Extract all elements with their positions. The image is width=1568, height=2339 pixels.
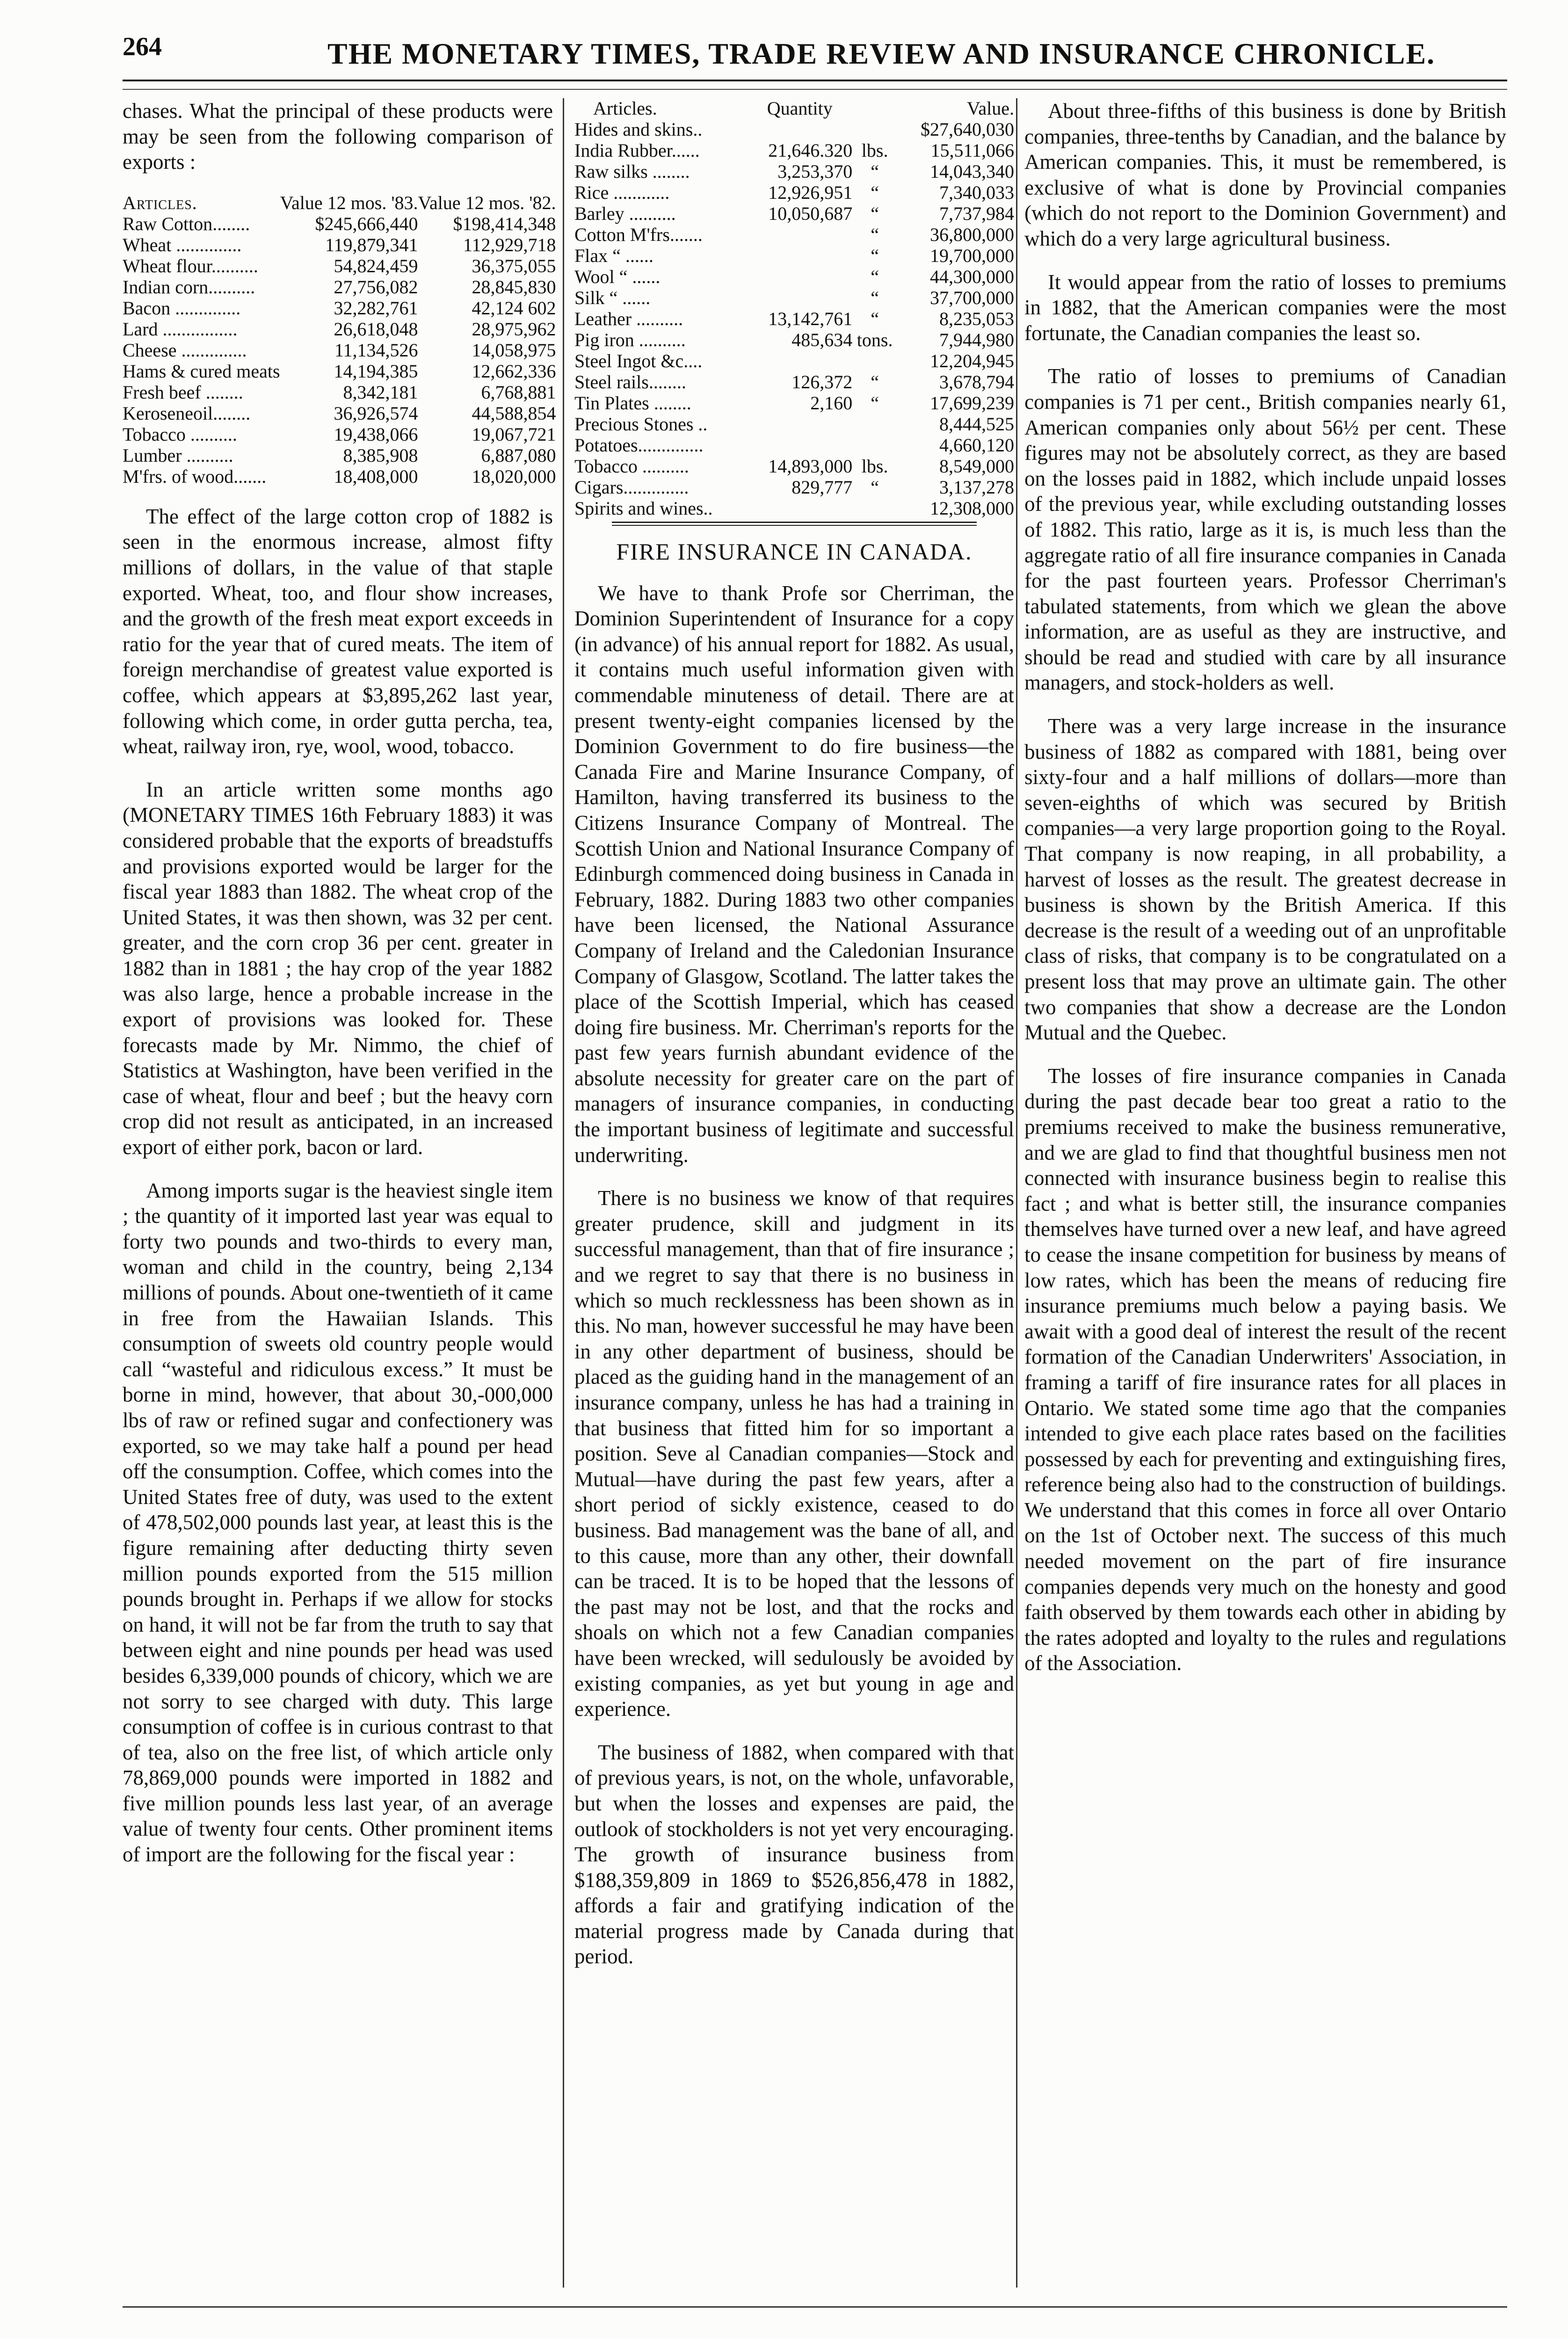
table-cell: 11,134,526	[334, 339, 418, 361]
table-cell: Keroseneoil........	[123, 402, 251, 424]
table-cell: Lard ................	[123, 318, 238, 340]
table-cell: Wheat flour..........	[123, 255, 258, 276]
exports-head-articles: Articles.	[123, 192, 197, 213]
exports-head-value82: Value 12 mos. '82.	[418, 192, 556, 213]
table-row	[123, 255, 556, 276]
table-cell: 14,043,340	[930, 161, 1014, 182]
table-cell: $27,640,030	[921, 119, 1014, 140]
table-cell: “	[871, 308, 879, 329]
table-cell: 8,549,000	[939, 456, 1014, 477]
table-cell: 19,700,000	[930, 245, 1014, 266]
footer-rule	[123, 2306, 1507, 2308]
table-cell	[852, 498, 897, 519]
table-cell	[747, 119, 852, 140]
table-cell: Leather ..........	[574, 308, 683, 329]
table-cell: Cheese ..............	[123, 339, 247, 361]
table-cell: 112,929,718	[463, 234, 556, 255]
table-row	[123, 319, 556, 340]
article-paragraph-4: About three-fifths of this business is done by British companies, three-tenths by Canadian, and the balance by American companies. This, it must be remembered, is exclusive of what is done by Provincial companies (which do not report to the Dominion Government) and which do a very large agricultural business.	[1024, 99, 1506, 250]
column-divider-2	[1016, 98, 1017, 2288]
table-cell	[852, 414, 897, 435]
table-cell: Bacon ..............	[123, 297, 241, 319]
table-row	[123, 466, 556, 487]
table-cell	[747, 245, 852, 266]
exports-paragraph-2: In an article written some months ago (MONETARY TIMES 16th February 1883) it was considered probable that the exports of breadstuffs and provisions exported would be larger for the fiscal year 1883 than 1882. The wheat crop of the United States, it was then shown, was 32 per cent. greater, and the corn crop 36 per cent. greater in 1882 than in 1881 ; the hay crop of the year 1882 was also large, hence a probable increase in the export of provisions was looked for. These forecasts made by Mr. Nimmo, the chief of Statistics at Washington, have been verified in the case of wheat, flour and beef ; but the heavy corn crop did not result as anticipated, in an increased export of either pork, bacon or lard.	[123, 777, 553, 1159]
page-number: 264	[123, 32, 162, 61]
table-row	[574, 161, 1014, 182]
table-cell: 6,768,881	[481, 381, 556, 403]
article-paragraph-8: The losses of fire insurance companies in Canada during the past decade bear too great a ratio to the premiums received to make the business remunerative, and we are glad to find that thoughtful business men not connected with insurance business begin to realise this fact ; and what is better still, the insurance companies themselves have turned over a new leaf, and have agreed to cease the insane competition for business by means of low rates, which has been the means of reducing fire insurance premiums much below a paying basis. We await with a good deal of interest the result of the recent formation of the Canadian Underwriters' Association, in framing a tariff of fire insurance rates for all places in Ontario. We stated some time ago that the companies intended to give each place rates based on the facilities possessed by each for preventing and extinguishing fires, reference being also had to the construction of buildings. We understand that this comes in force all over Ontario on the 1st of October next. The success of this much needed movement on the part of fire insurance companies depends very much on the honesty and good faith observed by them towards each other in abiding by the rates adopted and loyalty to the rules and regulations of the Association.	[1024, 1064, 1506, 1675]
table-cell: Rice ............	[574, 182, 670, 203]
table-cell: 44,588,854	[472, 402, 556, 424]
table-cell: Tobacco ..........	[574, 456, 689, 477]
table-cell: 8,444,525	[939, 414, 1014, 435]
table-cell: “	[871, 161, 879, 182]
table-cell	[747, 498, 852, 519]
table-cell	[852, 435, 897, 456]
imports-head-value: Value.	[966, 98, 1014, 119]
table-cell: “	[871, 182, 879, 203]
table-row	[123, 361, 556, 382]
table-cell: 18,408,000	[334, 465, 418, 487]
table-cell: Cigars..............	[574, 477, 689, 498]
table-cell: 14,893,000	[768, 456, 853, 477]
table-cell: 19,067,721	[472, 423, 556, 445]
table-cell: lbs.	[861, 140, 888, 161]
table-row	[123, 403, 556, 424]
table-cell: 15,511,066	[930, 140, 1014, 161]
table-row	[123, 298, 556, 319]
table-cell: 27,756,082	[334, 276, 418, 298]
table-cell: Tobacco ..........	[123, 423, 237, 445]
table-cell: Lumber ..........	[123, 444, 233, 466]
table-cell: 36,800,000	[930, 224, 1014, 245]
table-cell: 8,385,908	[343, 444, 418, 466]
table-cell: 6,887,080	[481, 444, 556, 466]
table-cell: 829,777	[791, 477, 853, 498]
article-paragraph-6: The ratio of losses to premiums of Canadian companies is 71 per cent., British companies nearly 61, American companies only about 56½ per cent. These figures may not be absolutely correct, as they are based on the losses paid in 1882, which include unpaid losses of the previous year, while excluding outstanding losses of 1882. This ratio, large as it is, is much less than the aggregate ratio of all fire insurance companies in Canada for the past fourteen years. Professor Cherriman's tabulated statements, from which we glean the above information, are as useful as they are instructive, and should be read and studied with care by all insurance managers, and stock-holders as well.	[1024, 364, 1506, 695]
table-cell: 8,342,181	[343, 381, 418, 403]
table-row	[574, 329, 1014, 350]
table-cell: 2,160	[810, 392, 853, 414]
table-cell: 26,618,048	[334, 318, 418, 340]
table-cell: 12,308,000	[930, 498, 1014, 519]
table-cell: 3,678,794	[939, 371, 1014, 392]
section-rule	[612, 522, 977, 526]
header-rule-thin	[123, 89, 1507, 90]
table-cell	[747, 350, 852, 371]
table-cell: 3,137,278	[939, 477, 1014, 498]
table-row	[574, 456, 1014, 477]
exports-head-value83: Value 12 mos. '83.	[280, 192, 418, 213]
table-cell: M'frs. of wood.......	[123, 465, 267, 487]
table-cell: Hides and skins..	[574, 119, 703, 140]
table-cell: 42,124 602	[472, 297, 556, 319]
table-row	[574, 287, 1014, 308]
table-cell: India Rubber......	[574, 140, 700, 161]
table-row	[123, 445, 556, 466]
table-row	[574, 498, 1014, 519]
table-cell	[852, 350, 897, 371]
table-cell	[747, 414, 852, 435]
table-cell: 7,340,033	[939, 182, 1014, 203]
table-cell	[747, 435, 852, 456]
article-paragraph-1: We have to thank Profe sor Cherriman, the Dominion Superintendent of Insurance for a copy (in advance) of his annual report for 1882. As usual, it contains much useful information given with commendable minuteness of detail. There are at present twenty-eight companies licensed by the Dominion Government to do fire business—the Canada Fire and Marine Insurance Company, of Hamilton, having transferred its business to the Citizens Insurance Company of Montreal. The Scottish Union and National Insurance Company of Edinburgh commenced doing business in Canada in February, 1882. During 1883 two other companies have been licensed, the National Assurance Company of Ireland and the Caledonian Insurance Company of Glasgow, Scotland. The latter takes the place of the Scottish Imperial, which has ceased doing fire business. Mr. Cherriman's reports for the past few years furnish abundant evidence of the absolute necessity for greater care on the part of managers of insurance companies, in conducting the important business of legitimate and successful underwriting.	[574, 581, 1014, 1167]
table-cell: Indian corn..........	[123, 276, 255, 298]
table-cell: Tin Plates ........	[574, 392, 691, 414]
table-cell: Cotton M'frs.......	[574, 224, 703, 245]
table-row	[574, 182, 1014, 203]
table-cell: 14,194,385	[334, 360, 418, 382]
table-row	[574, 435, 1014, 456]
table-row	[574, 414, 1014, 435]
table-row	[574, 308, 1014, 329]
table-cell: Silk “ ......	[574, 287, 651, 308]
table-cell: Potatoes..............	[574, 435, 704, 456]
table-cell: 28,845,830	[472, 276, 556, 298]
exports-table-head	[123, 193, 556, 213]
table-cell: 28,975,962	[472, 318, 556, 340]
article-paragraph-5: It would appear from the ratio of losses to premiums in 1882, that the American companies were the most fortunate, the Canadian companies the least so.	[1024, 270, 1506, 345]
table-row	[574, 224, 1014, 245]
table-cell: Wool “ ......	[574, 266, 661, 287]
table-cell: 3,253,370	[777, 161, 853, 182]
table-cell: $198,414,348	[453, 213, 556, 234]
table-cell: 7,737,984	[939, 203, 1014, 224]
table-cell: 8,235,053	[939, 308, 1014, 329]
table-cell: 44,300,000	[930, 266, 1014, 287]
table-cell: Hams & cured meats	[123, 360, 280, 382]
table-cell: 12,926,951	[768, 182, 853, 203]
table-cell	[852, 119, 897, 140]
column-divider-1	[563, 98, 564, 2288]
table-cell: 14,058,975	[472, 339, 556, 361]
article-title: FIRE INSURANCE IN CANADA.	[616, 538, 973, 565]
table-row	[574, 371, 1014, 392]
table-cell	[747, 224, 852, 245]
imports-table	[574, 98, 1014, 519]
column-1	[123, 98, 556, 1885]
table-row	[574, 140, 1014, 161]
imports-head-quantity: Quantity	[767, 98, 833, 119]
table-cell: Steel Ingot &c....	[574, 350, 703, 371]
table-row	[574, 477, 1014, 498]
table-row	[123, 234, 556, 255]
table-cell: Steel rails........	[574, 371, 686, 392]
table-cell: 126,372	[791, 371, 853, 392]
table-cell	[747, 287, 852, 308]
table-cell: 18,020,000	[472, 465, 556, 487]
exports-paragraph-3: Among imports sugar is the heaviest single item ; the quantity of it imported last year was equal to forty two pounds and two-thirds to every man, woman and child in the country, being 2,134 millions of pounds. About one-twentieth of it came in free from the Hawaiian Islands. This consumption of sweets old country people would call “wasteful and ridiculous excess.” It must be borne in mind, however, that about 30,-000,000 lbs of raw or refined sugar and confectionery was exported, so we may take half a pound per head off the consumption. Coffee, which comes into the United States free of duty, was used to the extent of 478,502,000 pounds last year, at least this is the figure remaining after deducting thirty seven million pounds exported from the 515 million pounds brought in. Perhaps if we allow for stocks on hand, it will not be far from the truth to say that between eight and nine pounds per head was used besides 6,339,000 pounds of chicory, which we are not sorry to see charged with duty. This large consumption of coffee is in curious contrast to that of tea, also on the free list, of which article only 78,869,000 pounds were imported in 1882 and five million pounds less last year, of an average value of twenty four cents. Other prominent items of import are the following for the fiscal year :	[123, 1178, 553, 1867]
table-cell: “	[871, 287, 879, 308]
table-cell: Flax “ ......	[574, 245, 653, 266]
exports-paragraph-1: The effect of the large cotton crop of 1882 is seen in the enormous increase, almost fifty millions of dollars, in the value of that staple exported. Wheat, too, and flour show increases, and the growth of the fresh meat export exceeds in ratio for the year that of cured meats. The item of foreign merchandise of greatest value exported is coffee, which appears at $3,895,262 last year, following which come, in order gutta percha, tea, wheat, railway iron, rye, wool, wood, tobacco.	[123, 504, 553, 758]
table-cell: Wheat ..............	[123, 234, 242, 255]
table-row	[574, 266, 1014, 287]
imports-table-head	[574, 98, 1014, 119]
page-header: THE MONETARY TIMES, TRADE REVIEW AND INSURANCE CHRONICLE.	[327, 37, 1436, 70]
table-cell: Raw Cotton........	[123, 213, 250, 234]
table-cell: 21,646.320	[768, 140, 853, 161]
table-cell: $245,666,440	[315, 213, 418, 234]
table-cell: 36,926,574	[334, 402, 418, 424]
table-cell: 119,879,341	[325, 234, 418, 255]
table-cell: 19,438,066	[334, 423, 418, 445]
table-cell: 32,282,761	[334, 297, 418, 319]
table-row	[123, 213, 556, 234]
table-row	[574, 350, 1014, 371]
column-2	[574, 98, 1014, 1987]
table-cell: 7,944,980	[939, 329, 1014, 350]
table-cell: lbs.	[861, 456, 888, 477]
table-cell: 13,142,761	[768, 308, 853, 329]
table-cell: 12,662,336	[472, 360, 556, 382]
exports-intro: chases. What the principal of these products were may be seen from the following comparison of exports :	[123, 99, 553, 174]
table-row	[574, 245, 1014, 266]
table-cell: 54,824,459	[334, 255, 418, 276]
table-cell: “	[871, 266, 879, 287]
table-cell: 12,204,945	[930, 350, 1014, 371]
table-cell: 36,375,055	[472, 255, 556, 276]
table-row	[123, 276, 556, 298]
table-cell: “	[871, 245, 879, 266]
table-row	[574, 119, 1014, 140]
table-row	[123, 424, 556, 445]
table-cell: 4,660,120	[939, 435, 1014, 456]
table-row	[123, 382, 556, 403]
table-cell: “	[871, 203, 879, 224]
table-cell	[747, 266, 852, 287]
exports-table	[123, 193, 556, 487]
table-cell: 485,634	[791, 329, 853, 350]
table-cell: Fresh beef ........	[123, 381, 243, 403]
table-cell: 17,699,239	[930, 392, 1014, 414]
article-paragraph-2: There is no business we know of that requires greater prudence, skill and judgment in its successful management, than that of fire insurance ; and we regret to say that there is no business in which so much recklessness has been shown as in this. No man, however successful he may have been in any other department of business, should be placed as the guiding hand in the management of an insurance company, unless he has had a training in that business that fitted him for so important a position. Seve al Canadian companies—Stock and Mutual—have during the past few years, after a short period of sickly existence, ceased to do business. Bad management was the bane of all, and to this cause, more than any other, their downfall can be traced. It is to be hoped that the lessons of the past may not be lost, and that the rocks and shoals on which not a few Canadian companies have been wrecked, will sedulously be avoided by existing companies, as yet but young in age and experience.	[574, 1186, 1014, 1721]
table-row	[574, 392, 1014, 414]
table-cell: 10,050,687	[768, 203, 853, 224]
table-cell: tons.	[857, 329, 893, 350]
table-cell: Pig iron ..........	[574, 329, 686, 350]
column-3	[1024, 98, 1506, 1694]
table-cell: Barley ..........	[574, 203, 676, 224]
table-cell: “	[871, 392, 879, 414]
table-cell: Spirits and wines..	[574, 498, 713, 519]
header-rule	[123, 80, 1507, 81]
table-row	[123, 340, 556, 361]
article-paragraph-3: The business of 1882, when compared with that of previous years, is not, on the whole, unfavorable, but when the losses and expenses are paid, the outlook of stockholders is not yet very encouraging. The growth of insurance business from $188,359,809 in 1869 to $526,856,478 in 1882, affords a fair and gratifying indication of the material progress made by Canada during that period.	[574, 1740, 1014, 1969]
table-cell: 37,700,000	[930, 287, 1014, 308]
imports-head-articles: Articles.	[593, 98, 657, 119]
table-cell: Raw silks ........	[574, 161, 690, 182]
table-cell: “	[871, 224, 879, 245]
table-cell: “	[871, 477, 879, 498]
table-cell: “	[871, 371, 879, 392]
article-paragraph-7: There was a very large increase in the insurance business of 1882 as compared with 1881, being over sixty-four and a half millions of dollars—more than seven-eighths of which was secured by British companies—a very large proportion going to the Royal. That company is now reaping, in all probability, a harvest of losses as the result. The greatest decrease in business is shown by the British America. If this decrease is the result of a weeding out of an unprofitable class of risks, that company is to be congratulated on a present loss that may prove an ultimate gain. The other two companies that show a decrease are the London Mutual and the Quebec.	[1024, 714, 1506, 1045]
table-row	[574, 203, 1014, 224]
table-cell: Precious Stones ..	[574, 414, 708, 435]
